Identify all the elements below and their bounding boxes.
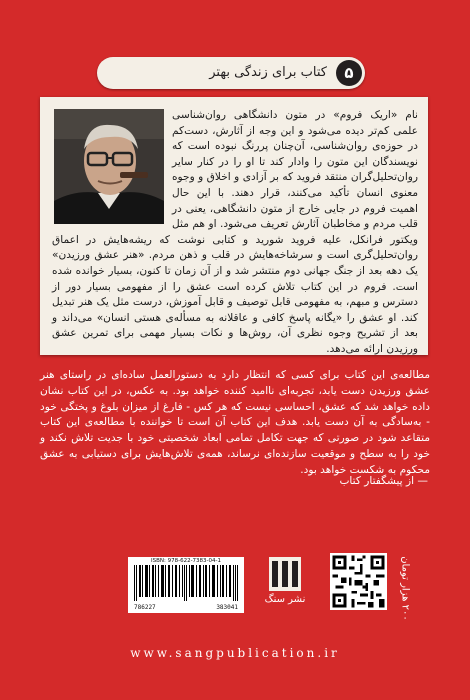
barcode-digits xyxy=(134,604,238,611)
barcode-bars xyxy=(134,565,238,601)
publisher-book-logo-icon xyxy=(269,557,301,591)
book-blurb: مطالعه‌ی این کتاب برای کسی که انتظار دارد به دستورالعمل ساده‌ای در راستای هنر عشق ورزیدن دست یابد، تجربه‌ای ناامید کننده خواهد بود. به عکس، در این کتاب نشان داده خواهد شد که عشق، احساسی نیست که هر کس - فارغ از میزان بلوغ و پختگی خود - به‌سادگی به آن دست یابد. هدف این کتاب آن است تا خواننده با مطالعه‌ی این کتاب متقاعد شود در صورتی که جهت تکامل تمامی ابعاد شخصیتی خود با جدیت تلاش نکند و خود را به سطح و موقعیت سازنده‌ای نرساند، همه‌ی تلاش‌هایش برای دستیابی به عشق محکوم به شکست خواهد بود. xyxy=(40,369,430,476)
blurb-attribution: — از پیشگفتار کتاب xyxy=(339,475,428,487)
barcode-right-digits: 383041 xyxy=(216,604,238,611)
barcode-left-digits: 786227 xyxy=(134,604,156,611)
author-bio: نام «اریک فروم» در متون دانشگاهی روان‌شناسی علمی کم‌تر دیده می‌شود و این وجه از آثارش، دست‌کم در حوزه‌ی روان‌شناسی، آن‌چنان پررنگ نبوده است که نویسندگان این متون را وادار کند تا او را در کنار سایر روان‌تحلیل‌گران منتقد فروید که بر آزادی و اخلاق و وجوه معنوی انسان تأکید می‌کنند، قرار دهند. با این حال اهمیت فروم در جایی خارج از متون دانشگاهی، یعنی در قلب مردم و مخاطبان آثارش تعریف می‌شود. او هم مثل ویکتور فرانکل، علیه فروید شورید و کتابی نوشت که ریشه‌هایش در اعماق روان‌تحلیل‌گری است و سرشاخه‌هایش در قلب و ذهن مردم. «هنر عشق ورزیدن» یک دهه بعد از جنگ جهانی دوم منتشر شد و از آن زمان تا کنون، بسیار خوانده شده است. فروم در این کتاب تلاش کرده است عشق را از مفهومی بسیار دور از دسترس و مبهم، به مفهومی قابل توصیف و قابل آموزش، درست مثل یک هنر تبدیل کند. او عشق را «یگانه پاسخ کافی و عاقلانه به مسأله‌ی هستی انسان» می‌داند و بعد از تشریح وجوه نظری آن، روش‌ها و نکات بسیار مهمی برای تمرین عشق ورزیدن ارائه می‌دهد. xyxy=(52,109,418,355)
isbn-label: ISBN: 978-622-7383-04-1 xyxy=(150,558,222,564)
series-badge xyxy=(97,57,365,89)
publisher-logo xyxy=(265,557,305,613)
publisher-name: نشر سنگ xyxy=(264,594,306,605)
series-number: ۵ xyxy=(336,60,362,86)
series-title: کتاب برای زندگی بهتر xyxy=(209,65,327,80)
qr-code-icon xyxy=(330,553,387,610)
publisher-website: www.sangpublication.ir xyxy=(130,646,340,660)
isbn-barcode xyxy=(128,557,244,613)
price-label: ۲۰۰ هزار تومان xyxy=(399,556,411,621)
